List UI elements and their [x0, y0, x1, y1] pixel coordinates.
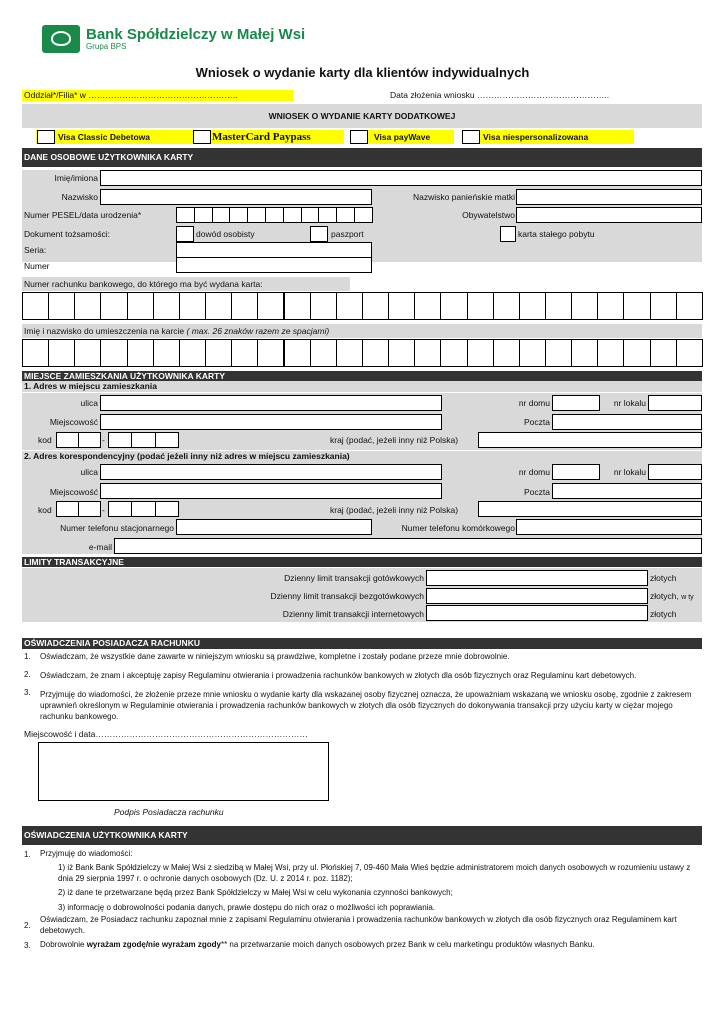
- owner-signature-label: Podpis Posiadacza rachunku: [114, 807, 224, 817]
- limit-cashless-unit: [650, 591, 694, 601]
- id-card-label: dowód osobisty: [196, 229, 255, 239]
- char-cell[interactable]: [467, 339, 494, 367]
- char-cell[interactable]: [100, 292, 127, 320]
- doc-number-input[interactable]: [176, 257, 372, 273]
- owner-item-2: Oświadczam, że znam i akceptuję zapisy Regulaminu otwierania i prowadzenia rachunków bankowych w złotych dla osób fizycznych oraz Regulaminu kart debetowych.: [40, 671, 637, 680]
- limit-cashless-unit-text: złotych,: [650, 591, 679, 601]
- char-cell[interactable]: [354, 207, 373, 223]
- char-cell[interactable]: [231, 292, 258, 320]
- char-cell[interactable]: [74, 292, 101, 320]
- corr-street-input[interactable]: [100, 464, 442, 480]
- citizenship-input[interactable]: [516, 207, 702, 223]
- card-type-mastercard: MasterCard Paypass: [212, 131, 311, 143]
- user-item-3-number: 3.: [24, 941, 31, 950]
- street-label: ulica: [80, 398, 98, 408]
- id-card-checkbox[interactable]: [176, 226, 194, 242]
- char-cell[interactable]: [78, 501, 101, 517]
- char-cell[interactable]: [265, 207, 284, 223]
- user-item-1-sub1: 1) iż Bank Bank Spółdzielczy w Małej Wsi z siedzibą w Małej Wsi, przy ul. Płońskiej 7, 09-460 Mała Wieś będzie administratorem moich danych osobowych w rozumieniu ustawy z dnia 29 sierpnia 1997 r. o ochronie danych osobowych (Dz. U. z 2014 r. poz. 1182);: [58, 863, 691, 883]
- char-cell[interactable]: [56, 501, 79, 517]
- owner-signature-box[interactable]: [38, 742, 329, 801]
- speech-bubble-icon: [51, 31, 71, 46]
- corr-city-label: Miejscowość: [49, 487, 98, 497]
- char-cell[interactable]: [212, 207, 231, 223]
- limit-cashless-label: Dzienny limit transakcji bezgotówkowych: [270, 591, 424, 601]
- corr-house-no-label: nr domu: [518, 467, 550, 477]
- char-cell[interactable]: [362, 339, 389, 367]
- residence-card-checkbox[interactable]: [500, 226, 516, 242]
- char-cell[interactable]: [205, 292, 232, 320]
- user-item-3-text-a: Dobrowolnie: [40, 940, 87, 949]
- checkbox-mastercard[interactable]: [193, 130, 211, 144]
- last-name-input[interactable]: [100, 189, 372, 205]
- corr-country-label: kraj (podać, jeżeli inny niż Polska): [330, 505, 459, 515]
- char-cell[interactable]: [336, 339, 363, 367]
- corr-flat-no-label: nr lokalu: [613, 467, 646, 477]
- char-cell[interactable]: [519, 339, 546, 367]
- card-name-label: [22, 324, 702, 338]
- city-input[interactable]: [100, 414, 442, 430]
- char-cell[interactable]: [283, 207, 302, 223]
- section-owner-statements: OŚWIADCZENIA POSIADACZA RACHUNKU: [22, 638, 702, 649]
- card-name-label-text: Imię i nazwisko do umieszczenia na karcie: [24, 326, 187, 336]
- first-name-label: Imię/imiona: [54, 173, 98, 183]
- char-cell[interactable]: [257, 292, 284, 320]
- char-cell[interactable]: [176, 207, 195, 223]
- user-item-3-text-c: ** na przetwarzanie moich danych osobowych przez Bank w celu marketingu produktów własnych Banku.: [220, 940, 595, 949]
- passport-checkbox[interactable]: [310, 226, 328, 242]
- user-item-1-number: 1.: [24, 850, 31, 859]
- checkbox-visa-classic[interactable]: [37, 130, 55, 144]
- section-limits: LIMITY TRANSAKCYJNE: [22, 557, 702, 567]
- char-cell[interactable]: [676, 339, 703, 367]
- char-cell[interactable]: [48, 292, 75, 320]
- char-cell[interactable]: [623, 339, 650, 367]
- char-cell[interactable]: [545, 292, 572, 320]
- email-label: e-mail: [88, 542, 112, 552]
- mobile-input[interactable]: [516, 519, 702, 535]
- char-cell[interactable]: [414, 292, 441, 320]
- corr-street-label: ulica: [80, 467, 98, 477]
- char-cell[interactable]: [571, 292, 598, 320]
- bank-group: Grupa BPS: [86, 42, 127, 51]
- char-cell[interactable]: [74, 339, 101, 367]
- corr-code-input-a[interactable]: [56, 501, 100, 517]
- char-cell[interactable]: [153, 292, 180, 320]
- limit-internet-input[interactable]: [426, 605, 648, 621]
- corr-code-label: kod: [38, 505, 52, 515]
- user-item-2: Oświadczam, że Posiadacz rachunku zapoznał mnie z zapisami Regulaminu otwierania i prowadzenia rachunków bankowych w złotych dla osób fizycznych oraz Regulaminem kart debetowych.: [40, 915, 677, 935]
- char-cell[interactable]: [108, 432, 132, 448]
- char-cell[interactable]: [78, 432, 101, 448]
- country-input[interactable]: [478, 432, 702, 448]
- char-cell[interactable]: [318, 207, 337, 223]
- char-cell[interactable]: [131, 501, 155, 517]
- char-cell[interactable]: [108, 501, 132, 517]
- char-cell[interactable]: [650, 339, 677, 367]
- corr-code-dash: -: [102, 505, 105, 515]
- char-cell[interactable]: [22, 339, 49, 367]
- user-item-3: [40, 940, 700, 951]
- owner-item-3-number: 3.: [24, 688, 31, 697]
- char-cell[interactable]: [205, 339, 232, 367]
- user-item-2-number: 2.: [24, 921, 31, 930]
- user-item-1: Przyjmuję do wiadomości:: [40, 849, 133, 858]
- corr-country-input[interactable]: [478, 501, 702, 517]
- char-cell[interactable]: [247, 207, 266, 223]
- email-input[interactable]: [114, 538, 702, 554]
- corr-house-no-input[interactable]: [552, 464, 600, 480]
- section-additional-card: WNIOSEK O WYDANIE KARTY DODATKOWEJ: [22, 104, 702, 128]
- id-doc-label: Dokument tożsamości:: [24, 229, 110, 239]
- char-cell[interactable]: [48, 339, 75, 367]
- limit-internet-label: Dzienny limit transakcji internetowych: [282, 609, 424, 619]
- limit-cash-input[interactable]: [426, 570, 648, 586]
- char-cell[interactable]: [155, 432, 179, 448]
- series-input[interactable]: [176, 242, 372, 258]
- date-field[interactable]: Data złożenia wniosku ………………………………………..: [390, 90, 610, 100]
- street-input[interactable]: [100, 395, 442, 411]
- char-cell[interactable]: [676, 292, 703, 320]
- house-no-input[interactable]: [552, 395, 600, 411]
- owner-item-1: Oświadczam, że wszystkie dane zawarte w niniejszym wniosku są prawdziwe, kompletne i zostały podane przeze mnie dobrowolnie.: [40, 652, 510, 661]
- section-user-statements: OŚWIADCZENIA UŻYTKOWNIKA KARTY: [22, 826, 702, 845]
- consent-choice[interactable]: wyrażam zgodę/nie wyrażam zgody: [86, 940, 221, 949]
- account-label: Numer rachunku bankowego, do którego ma być wydana karta:: [22, 277, 350, 291]
- owner-item-1-number: 1.: [24, 652, 31, 661]
- flat-no-input[interactable]: [648, 395, 702, 411]
- last-name-label: Nazwisko: [61, 192, 98, 202]
- country-label: kraj (podać, jeżeli inny niż Polska): [330, 435, 459, 445]
- limit-cash-unit: złotych: [650, 573, 677, 583]
- char-cell[interactable]: [179, 292, 206, 320]
- phone-input[interactable]: [176, 519, 372, 535]
- owner-item-2-number: 2.: [24, 670, 31, 679]
- mobile-label: Numer telefonu komórkowego: [401, 523, 515, 533]
- place-date-field[interactable]: Miejscowość i data…………………………………………………………………: [24, 729, 308, 739]
- char-cell[interactable]: [179, 339, 206, 367]
- char-cell[interactable]: [127, 339, 154, 367]
- pesel-input[interactable]: [176, 207, 372, 223]
- phone-label: Numer telefonu stacjonarnego: [60, 523, 174, 533]
- char-cell[interactable]: [440, 292, 467, 320]
- char-cell[interactable]: [571, 339, 598, 367]
- corr-flat-no-input[interactable]: [648, 464, 702, 480]
- account-input[interactable]: [22, 292, 702, 320]
- char-cell[interactable]: [56, 432, 79, 448]
- char-cell[interactable]: [493, 292, 520, 320]
- code-input-b[interactable]: [108, 432, 178, 448]
- post-input[interactable]: [552, 414, 702, 430]
- char-cell[interactable]: [414, 339, 441, 367]
- address-sub2: 2. Adres korespondencyjny (podać jeżeli inny niż adres w miejscu zamieszkania): [22, 451, 702, 462]
- char-cell[interactable]: [597, 339, 624, 367]
- bank-name: Bank Spółdzielczy w Małej Wsi: [86, 26, 306, 43]
- limit-cashless-unit-extra: w ty: [681, 594, 694, 601]
- number-label: Numer: [24, 261, 50, 271]
- char-cell[interactable]: [388, 339, 415, 367]
- card-type-visa-paywave: Visa payWave: [374, 132, 431, 142]
- char-cell[interactable]: [388, 292, 415, 320]
- post-label: Poczta: [524, 417, 550, 427]
- user-item-1-sub3: 3) informację o dobrowolności podania danych, prawie dostępu do nich oraz o możliwości ich poprawiania.: [58, 903, 436, 912]
- page-title: Wniosek o wydanie karty dla klientów indywidualnych: [195, 65, 530, 80]
- owner-item-3: Przyjmuję do wiadomości, że złożenie przeze mnie wniosku o wydanie karty dla wskazanej osoby fizycznej oznacza, że upoważniam wskazaną we wniosku osobę, zgodnie z zakresem uprawnień określonym w Regulaminie otwierania i prowadzenia rachunków bankowych w złotych dla osób fizycznych do dokonywania transakcji przy użyciu karty w ciężar mojego rachunku bankowego.: [40, 690, 692, 721]
- series-label: Seria:: [24, 245, 47, 255]
- code-input-a[interactable]: [56, 432, 100, 448]
- city-label: Miejscowość: [49, 417, 98, 427]
- section-personal: DANE OSOBOWE UŻYTKOWNIKA KARTY: [22, 148, 702, 167]
- pesel-label: Numer PESEL/data urodzenia*: [24, 210, 142, 220]
- char-cell[interactable]: [362, 292, 389, 320]
- card-type-visa-nonpersonal: Visa niespersonalizowana: [483, 132, 589, 142]
- residence-card-label: karta stałego pobytu: [518, 229, 595, 239]
- passport-label: paszport: [331, 229, 364, 239]
- char-cell[interactable]: [155, 501, 179, 517]
- section-address: MIEJSCE ZAMIESZKANIA UŻYTKOWNIKA KARTY: [22, 371, 702, 381]
- char-cell[interactable]: [257, 339, 284, 367]
- char-cell[interactable]: [153, 339, 180, 367]
- user-item-1-sub2: 2) iż dane te przetwarzane będą przez Bank Spółdzielczy w Małej Wsi w celu wykonania czynności bankowych;: [58, 888, 453, 897]
- char-cell[interactable]: [650, 292, 677, 320]
- char-cell[interactable]: [467, 292, 494, 320]
- char-cell[interactable]: [127, 292, 154, 320]
- corr-city-input[interactable]: [100, 483, 442, 499]
- char-cell[interactable]: [545, 339, 572, 367]
- char-cell[interactable]: [336, 207, 355, 223]
- first-name-input[interactable]: [100, 170, 702, 186]
- house-no-label: nr domu: [518, 398, 550, 408]
- char-cell[interactable]: [194, 207, 213, 223]
- branch-field[interactable]: Oddział*/Filia* w ……………………………………………..: [22, 90, 293, 101]
- card-type-visa-classic: Visa Classic Debetowa: [58, 132, 150, 142]
- char-cell[interactable]: [519, 292, 546, 320]
- char-cell[interactable]: [284, 292, 311, 320]
- char-cell[interactable]: [229, 207, 248, 223]
- char-cell[interactable]: [231, 339, 258, 367]
- maiden-name-label: Nazwisko panieńskie matki: [412, 192, 515, 202]
- char-cell[interactable]: [440, 339, 467, 367]
- char-cell[interactable]: [623, 292, 650, 320]
- char-cell[interactable]: [22, 292, 49, 320]
- char-cell[interactable]: [336, 292, 363, 320]
- corr-post-label: Poczta: [524, 487, 550, 497]
- corr-post-input[interactable]: [552, 483, 702, 499]
- char-cell[interactable]: [131, 432, 155, 448]
- address-sub1: 1. Adres w miejscu zamieszkania: [22, 381, 702, 392]
- char-cell[interactable]: [310, 339, 337, 367]
- char-cell[interactable]: [310, 292, 337, 320]
- char-cell[interactable]: [100, 339, 127, 367]
- limit-cash-label: Dzienny limit transakcji gotówkowych: [284, 573, 424, 583]
- char-cell[interactable]: [284, 339, 311, 367]
- code-label: kod: [38, 435, 52, 445]
- code-dash: -: [102, 435, 105, 445]
- limit-internet-unit: złotych: [650, 609, 677, 619]
- checkbox-visa-nonpersonal[interactable]: [462, 130, 480, 144]
- char-cell[interactable]: [301, 207, 320, 223]
- char-cell[interactable]: [597, 292, 624, 320]
- checkbox-visa-paywave[interactable]: [350, 130, 368, 144]
- card-name-input[interactable]: [22, 339, 702, 367]
- flat-no-label: nr lokalu: [613, 398, 646, 408]
- maiden-name-input[interactable]: [516, 189, 702, 205]
- corr-code-input-b[interactable]: [108, 501, 178, 517]
- limit-cashless-input[interactable]: [426, 588, 648, 604]
- char-cell[interactable]: [493, 339, 520, 367]
- citizenship-label: Obywatelstwo: [462, 210, 515, 220]
- card-name-hint: ( max. 26 znaków razem ze spacjami): [186, 326, 330, 336]
